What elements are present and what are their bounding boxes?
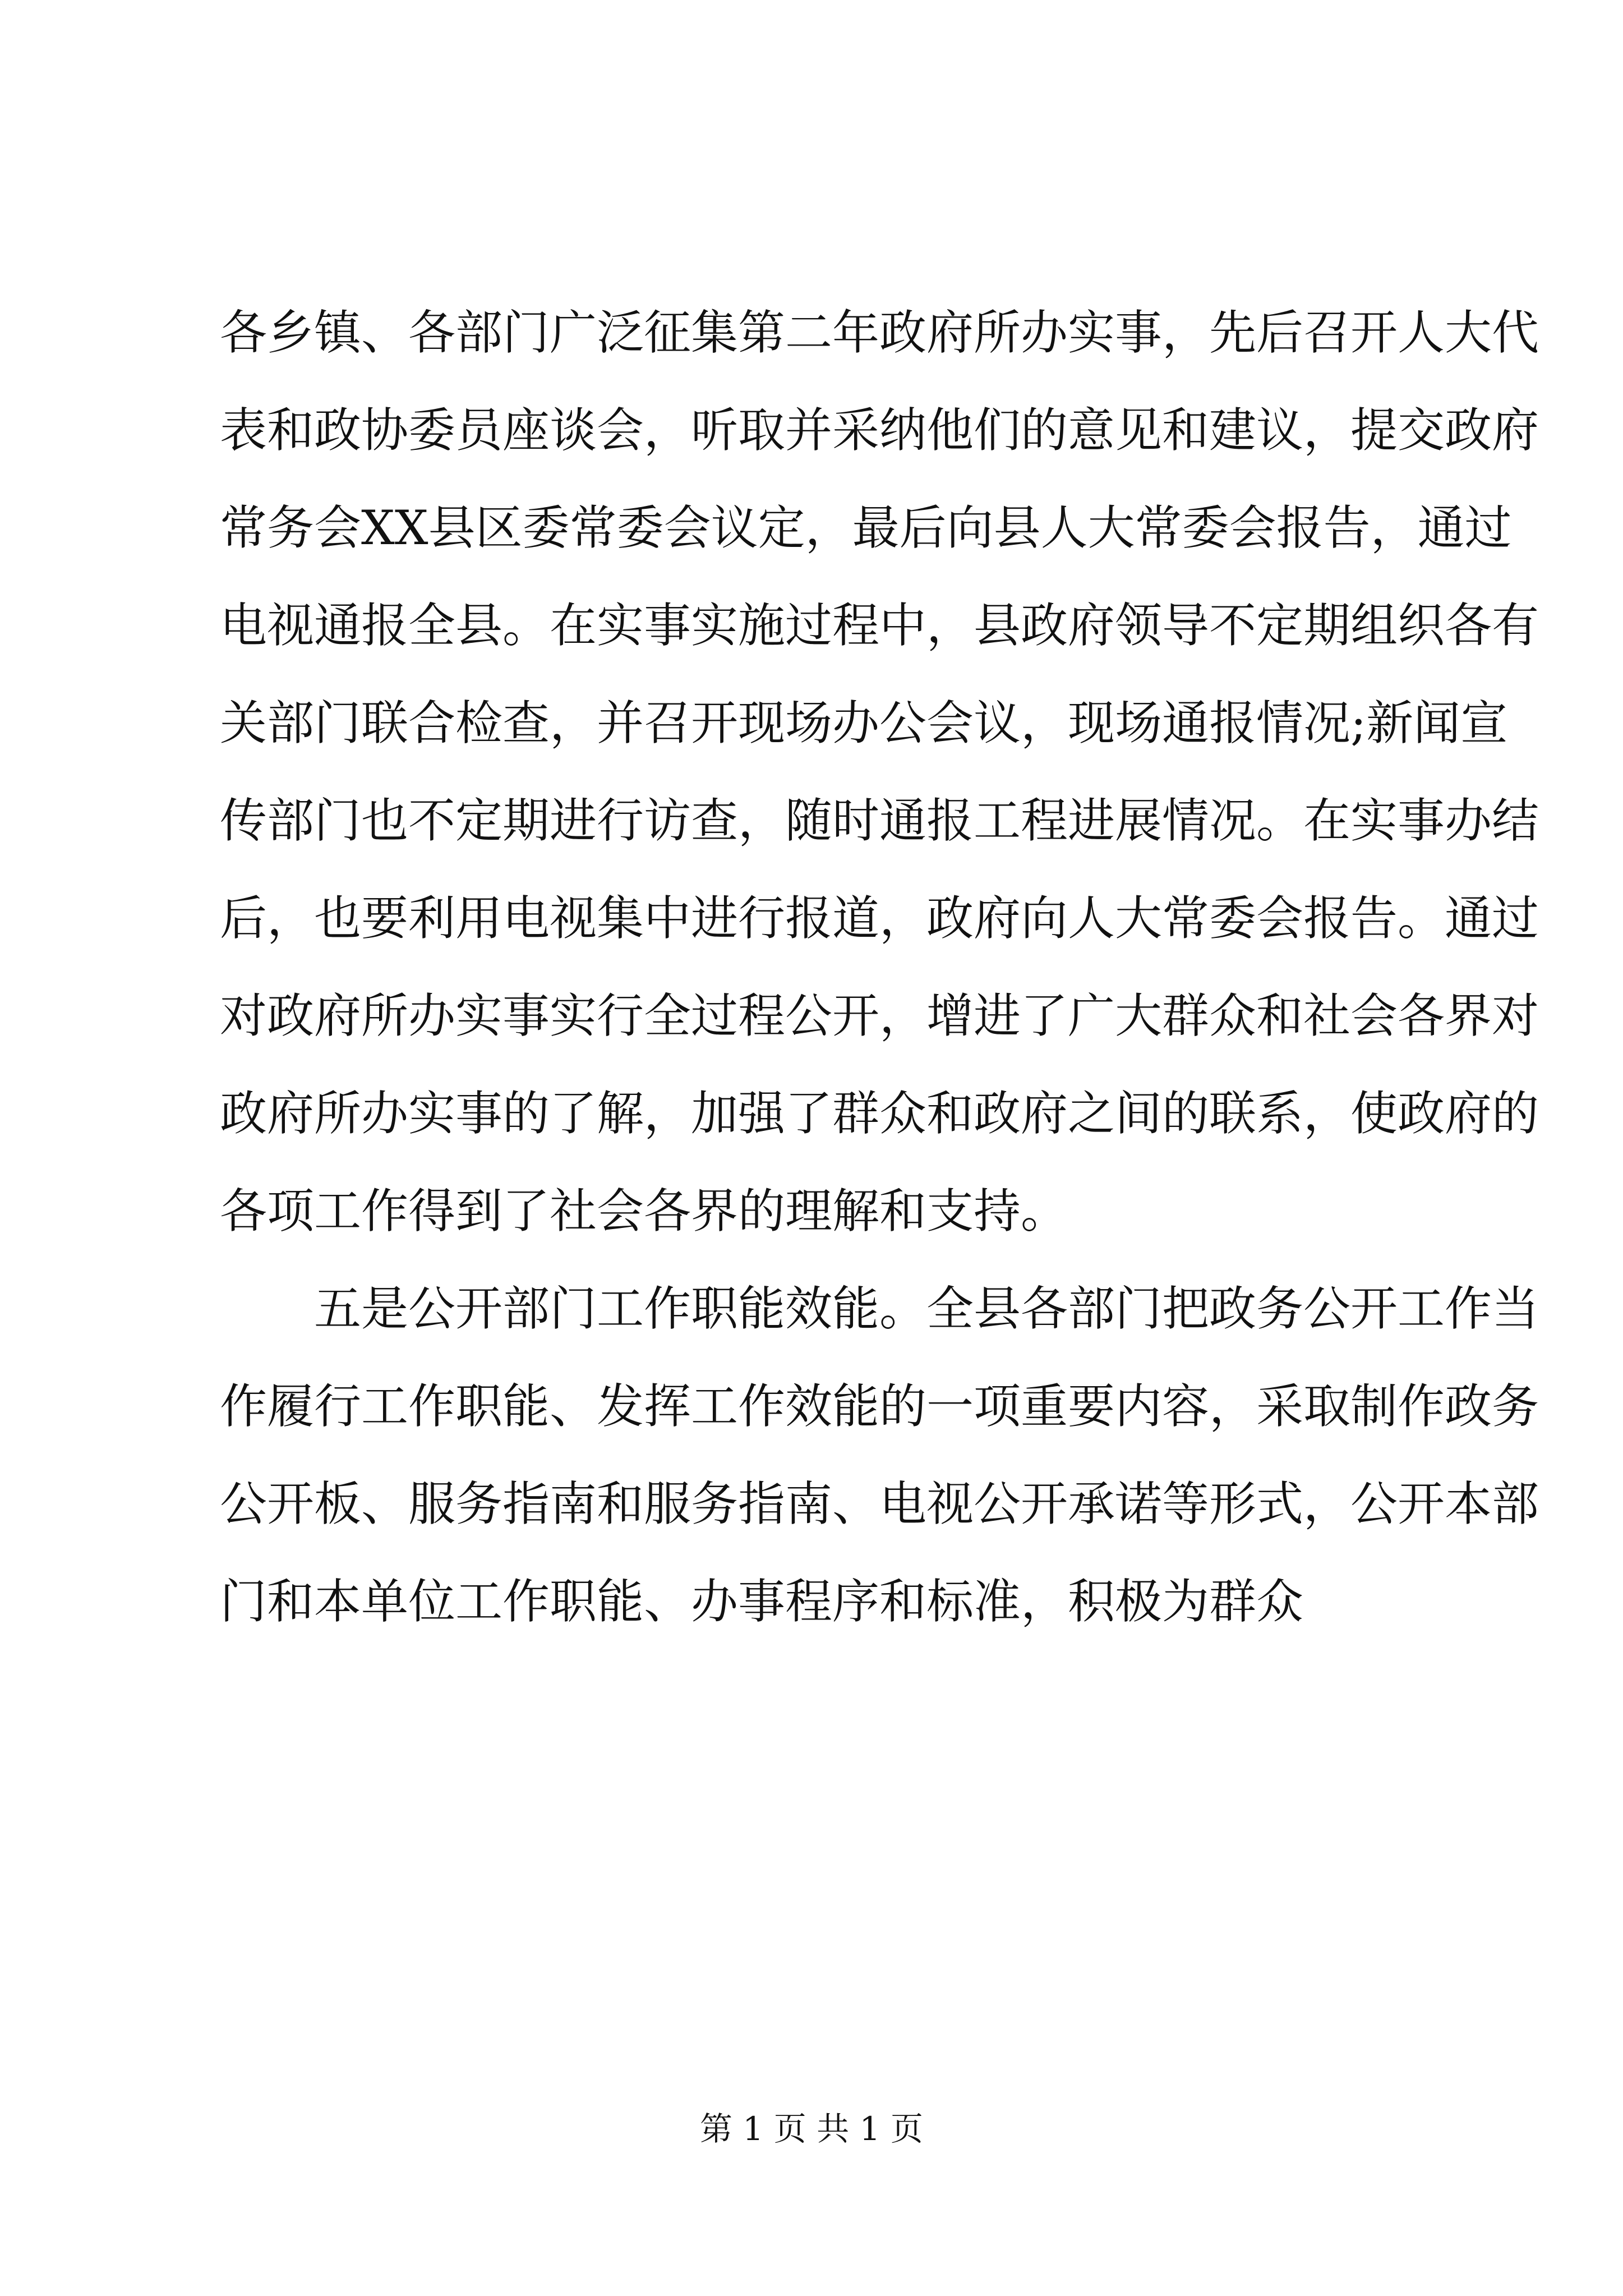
- text-line: 门和本单位工作职能、办事程序和标准，积极为群众: [220, 1574, 1304, 1629]
- text-line: 公开板、服务指南和服务指南、电视公开承诺等形式，公开本部: [220, 1476, 1539, 1531]
- text-line: 五是公开部门工作职能效能。全县各部门把政务公开工作当: [314, 1281, 1539, 1336]
- text-line: 政府所办实事的了解，加强了群众和政府之间的联系，使政府的: [220, 1086, 1539, 1141]
- text-line: 各项工作得到了社会各界的理解和支持。: [220, 1184, 1068, 1239]
- text-line: 表和政协委员座谈会，听取并采纳他们的意见和建议，提交政府: [220, 403, 1539, 458]
- paragraph-2: [220, 1260, 1539, 1650]
- text-line: 关部门联合检查，并召开现场办公会议，现场通报情况;新闻宣: [220, 696, 1508, 751]
- text-line: 传部门也不定期进行访查，随时通报工程进展情况。在实事办结: [220, 793, 1539, 848]
- page-number-label: 第 1 页 共 1 页: [700, 2110, 923, 2148]
- page-footer: [0, 2106, 1623, 2151]
- text-line: 各乡镇、各部门广泛征集第二年政府所办实事，先后召开人大代: [220, 305, 1539, 360]
- text-line: 后，也要利用电视集中进行报道，政府向人大常委会报告。通过: [220, 891, 1539, 946]
- paragraph-1: [220, 284, 1539, 1260]
- document-body: [220, 284, 1539, 1650]
- text-line: 电视通报全县。在实事实施过程中，县政府领导不定期组织各有: [220, 598, 1539, 653]
- text-line: 常务会XX县区委常委会议定，最后向县人大常委会报告，通过: [220, 500, 1512, 555]
- text-line: 作履行工作职能、发挥工作效能的一项重要内容，采取制作政务: [220, 1379, 1539, 1434]
- text-line: 对政府所办实事实行全过程公开，增进了广大群众和社会各界对: [220, 988, 1539, 1043]
